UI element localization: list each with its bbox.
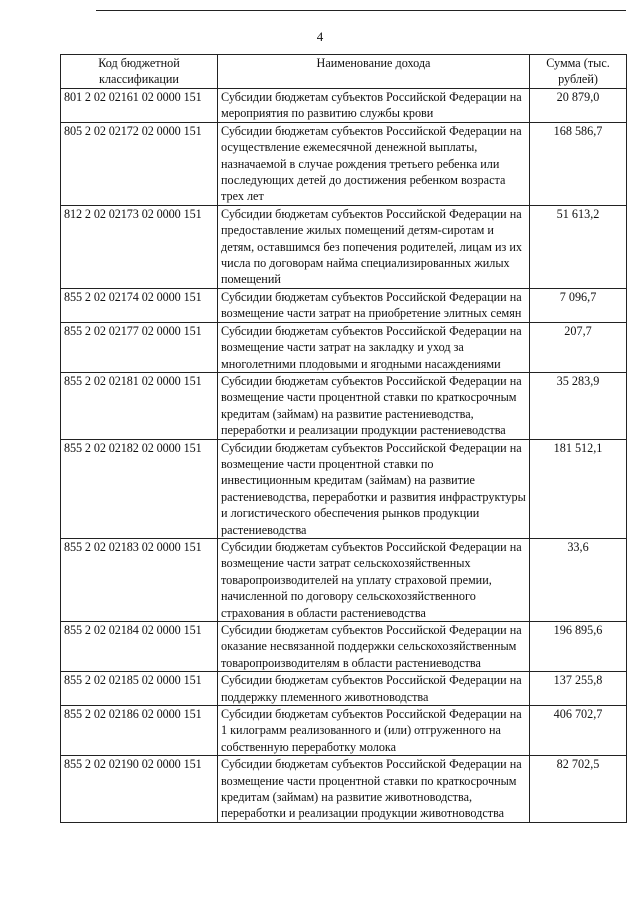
revenue-name-cell: Субсидии бюджетам субъектов Российской Федерации на поддержку племенного животноводства bbox=[218, 672, 530, 706]
budget-code-cell: 855 2 02 02177 02 0000 151 bbox=[61, 322, 218, 372]
amount-cell: 20 879,0 bbox=[530, 89, 627, 123]
amount-cell: 82 702,5 bbox=[530, 756, 627, 823]
amount-cell: 35 283,9 bbox=[530, 372, 627, 439]
revenue-table bbox=[60, 54, 627, 823]
budget-code-cell: 855 2 02 02184 02 0000 151 bbox=[61, 622, 218, 672]
budget-code-cell: 855 2 02 02182 02 0000 151 bbox=[61, 439, 218, 538]
table-row bbox=[61, 622, 627, 672]
header-amount: Сумма (тыс. рублей) bbox=[530, 55, 627, 89]
revenue-name-cell: Субсидии бюджетам субъектов Российской Федерации на возмещение части затрат на закладку и уход за многолетними плодовыми и ягодными насаждениями bbox=[218, 322, 530, 372]
table-row bbox=[61, 288, 627, 322]
revenue-name-cell: Субсидии бюджетам субъектов Российской Федерации на возмещение части процентной ставки по инвестиционным кредитам (займам) на развитие растениеводства, переработки и развития инфраструктуры и логистического обеспечения рынков продукции растениеводства bbox=[218, 439, 530, 538]
amount-cell: 168 586,7 bbox=[530, 122, 627, 205]
table-row bbox=[61, 89, 627, 123]
header-rule bbox=[96, 10, 626, 11]
revenue-name-cell: Субсидии бюджетам субъектов Российской Федерации на возмещение части затрат сельскохозяйственных товаропроизводителей на уплату страховой премии, начисленной по договору сельскохозяйственного страхования в области растениеводства bbox=[218, 538, 530, 621]
amount-cell: 7 096,7 bbox=[530, 288, 627, 322]
amount-cell: 207,7 bbox=[530, 322, 627, 372]
revenue-name-cell: Субсидии бюджетам субъектов Российской Федерации на возмещение части затрат на приобретение элитных семян bbox=[218, 288, 530, 322]
revenue-name-cell: Субсидии бюджетам субъектов Российской Федерации на возмещение части процентной ставки по краткосрочным кредитам (займам) на развитие животноводства, переработки и реализации продукции животноводства bbox=[218, 756, 530, 823]
table-body bbox=[61, 89, 627, 823]
header-revenue-name: Наименование дохода bbox=[218, 55, 530, 89]
budget-code-cell: 855 2 02 02181 02 0000 151 bbox=[61, 372, 218, 439]
table-row bbox=[61, 372, 627, 439]
amount-cell: 406 702,7 bbox=[530, 706, 627, 756]
table-row bbox=[61, 538, 627, 621]
budget-code-cell: 855 2 02 02185 02 0000 151 bbox=[61, 672, 218, 706]
table-row bbox=[61, 439, 627, 538]
amount-cell: 33,6 bbox=[530, 538, 627, 621]
amount-cell: 181 512,1 bbox=[530, 439, 627, 538]
revenue-name-cell: Субсидии бюджетам субъектов Российской Федерации на предоставление жилых помещений детям-сиротам и детям, оставшимся без попечения родителей, лицам из их числа по договорам найма специализированных жилых помещений bbox=[218, 205, 530, 288]
header-budget-code: Код бюджетной классификации bbox=[61, 55, 218, 89]
table-row bbox=[61, 706, 627, 756]
budget-code-cell: 855 2 02 02183 02 0000 151 bbox=[61, 538, 218, 621]
table-row bbox=[61, 122, 627, 205]
revenue-name-cell: Субсидии бюджетам субъектов Российской Федерации на осуществление ежемесячной денежной выплаты, назначаемой в случае рождения третьего ребенка или последующих детей до достижения ребенком возраста трех лет bbox=[218, 122, 530, 205]
table-header-row bbox=[61, 55, 627, 89]
table-row bbox=[61, 756, 627, 823]
revenue-name-cell: Субсидии бюджетам субъектов Российской Федерации на мероприятия по развитию службы крови bbox=[218, 89, 530, 123]
budget-code-cell: 855 2 02 02186 02 0000 151 bbox=[61, 706, 218, 756]
amount-cell: 51 613,2 bbox=[530, 205, 627, 288]
revenue-name-cell: Субсидии бюджетам субъектов Российской Федерации на возмещение части процентной ставки по краткосрочным кредитам (займам) на развитие растениеводства, переработки и реализации продукции растениеводства bbox=[218, 372, 530, 439]
budget-code-cell: 805 2 02 02172 02 0000 151 bbox=[61, 122, 218, 205]
amount-cell: 137 255,8 bbox=[530, 672, 627, 706]
budget-code-cell: 855 2 02 02174 02 0000 151 bbox=[61, 288, 218, 322]
table-row bbox=[61, 322, 627, 372]
budget-code-cell: 855 2 02 02190 02 0000 151 bbox=[61, 756, 218, 823]
budget-code-cell: 812 2 02 02173 02 0000 151 bbox=[61, 205, 218, 288]
revenue-name-cell: Субсидии бюджетам субъектов Российской Федерации на 1 килограмм реализованного и (или) отгруженного на собственную переработку молока bbox=[218, 706, 530, 756]
budget-code-cell: 801 2 02 02161 02 0000 151 bbox=[61, 89, 218, 123]
revenue-name-cell: Субсидии бюджетам субъектов Российской Федерации на оказание несвязанной поддержки сельскохозяйственным товаропроизводителям в области растениеводства bbox=[218, 622, 530, 672]
page-number: 4 bbox=[316, 29, 324, 44]
table-row bbox=[61, 672, 627, 706]
amount-cell: 196 895,6 bbox=[530, 622, 627, 672]
table-row bbox=[61, 205, 627, 288]
